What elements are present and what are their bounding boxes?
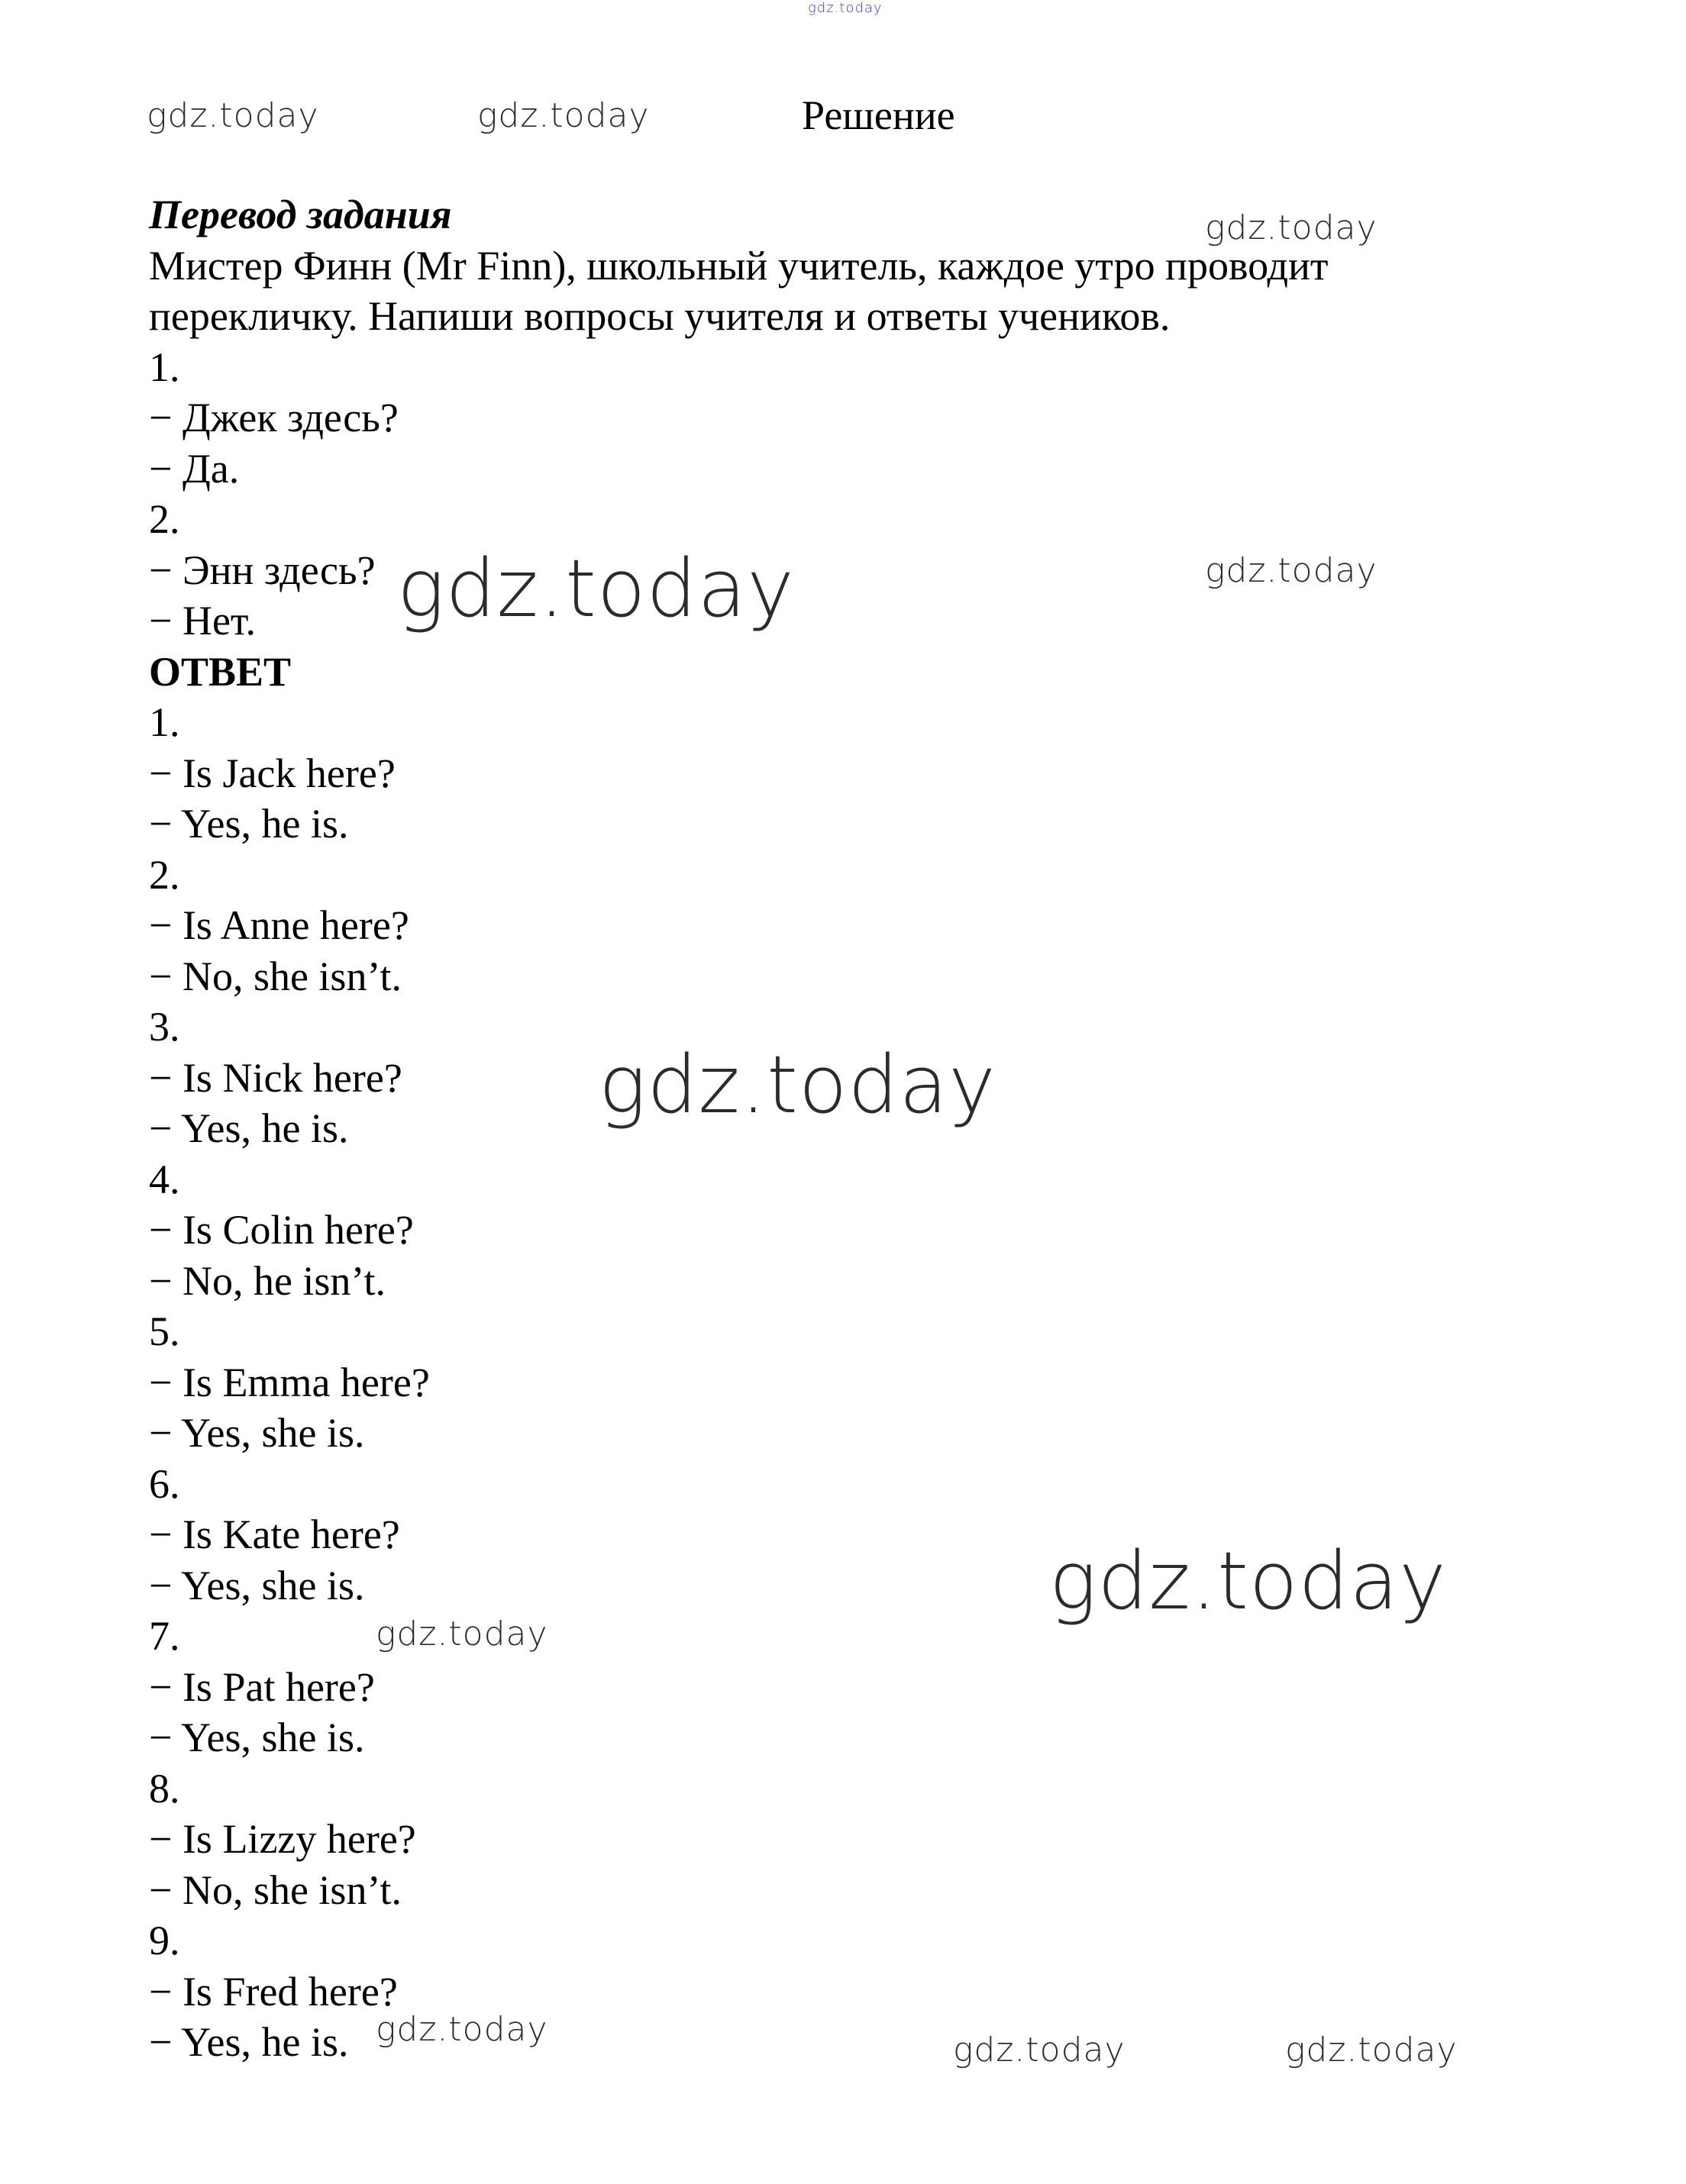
answer-line: − Yes, she is. xyxy=(149,1715,365,1760)
item-number: 2. xyxy=(149,851,180,898)
question-line: − Is Emma here? xyxy=(149,1359,430,1405)
task-line: перекличку. Напиши вопросы учителя и ответы учеников. xyxy=(149,293,1171,339)
watermark: gdz.today xyxy=(147,96,319,135)
answer-line: − Yes, he is. xyxy=(149,2019,349,2065)
item-number: 5. xyxy=(149,1308,180,1354)
watermark: gdz.today xyxy=(376,2010,548,2049)
item-number: 4. xyxy=(149,1156,180,1202)
watermark: gdz.today xyxy=(477,96,650,135)
answer-line: − Yes, she is. xyxy=(149,1562,365,1608)
watermark: gdz.today xyxy=(376,1615,548,1653)
watermark: gdz.today xyxy=(1205,551,1378,590)
answer-line: − Да. xyxy=(149,445,240,492)
item-number: 1. xyxy=(149,344,180,390)
item-number: 8. xyxy=(149,1765,180,1811)
answer-line: − Нет. xyxy=(149,598,256,644)
answer-line: − Yes, he is. xyxy=(149,1105,349,1151)
question-line: − Is Kate here? xyxy=(149,1511,400,1557)
watermark: gdz.today xyxy=(397,542,795,635)
page-title: Решение xyxy=(802,92,955,138)
question-line: − Джек здесь? xyxy=(149,395,399,440)
task-line: Мистер Финн (Mr Finn), школьный учитель, каждое утро проводит xyxy=(149,242,1329,289)
item-number: 1. xyxy=(149,699,180,745)
watermark: gdz.today xyxy=(808,0,883,16)
item-number: 7. xyxy=(149,1613,180,1659)
question-line: − Is Nick here? xyxy=(149,1054,402,1101)
item-number: 6. xyxy=(149,1460,180,1507)
answer-line: − No, he isn’t. xyxy=(149,1257,386,1304)
answer-line: − No, she isn’t. xyxy=(149,1866,402,1913)
item-number: 3. xyxy=(149,1004,180,1050)
question-line: − Is Jack here? xyxy=(149,750,396,796)
question-line: − Is Pat here? xyxy=(149,1663,375,1710)
watermark: gdz.today xyxy=(1285,2031,1458,2069)
solution-body xyxy=(149,189,1493,2068)
question-line: − Is Fred here? xyxy=(149,1968,398,2015)
watermark: gdz.today xyxy=(599,1038,996,1131)
watermark: gdz.today xyxy=(1205,208,1378,247)
answer-line: − Yes, she is. xyxy=(149,1410,365,1456)
item-number: 2. xyxy=(149,496,180,542)
watermark: gdz.today xyxy=(1049,1534,1447,1628)
answer-line: − Yes, he is. xyxy=(149,801,349,847)
answer-line: − No, she isn’t. xyxy=(149,953,402,999)
question-line: − Энн здесь? xyxy=(149,547,376,593)
question-line: − Is Colin here? xyxy=(149,1207,414,1253)
watermark: gdz.today xyxy=(953,2031,1126,2069)
item-number: 9. xyxy=(149,1918,180,1963)
question-line: − Is Lizzy here? xyxy=(149,1816,416,1862)
question-line: − Is Anne here? xyxy=(149,902,409,948)
answer-title: ОТВЕТ xyxy=(149,648,292,695)
section-title: Перевод задания xyxy=(149,192,452,237)
